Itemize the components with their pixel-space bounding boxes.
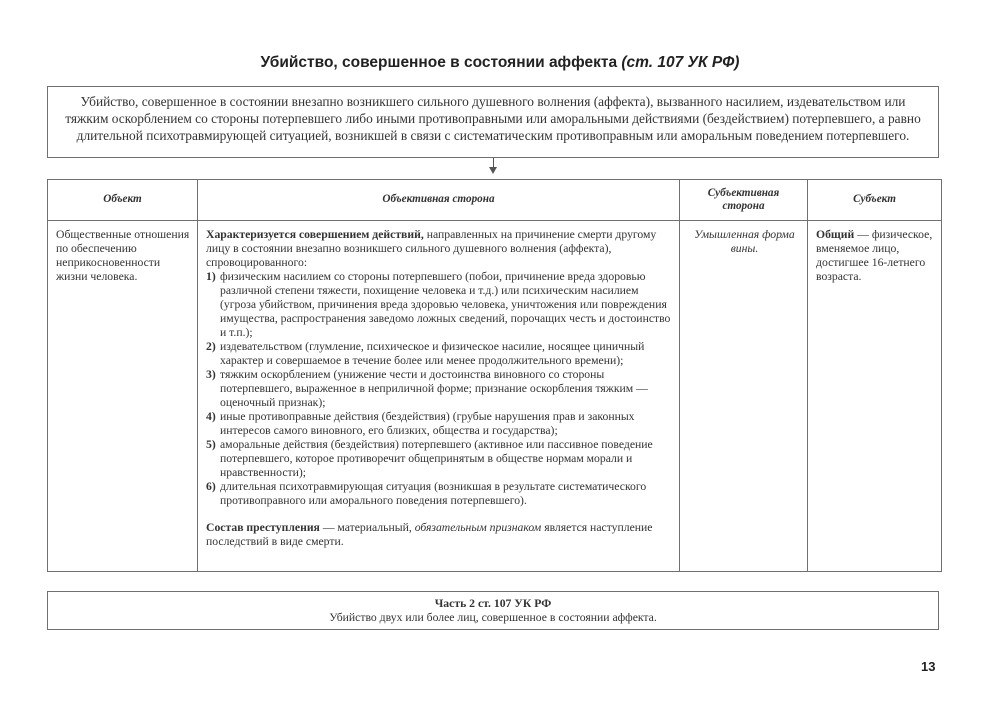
objective-side-cell [198,221,680,572]
table-header-row [48,180,942,221]
list-item-number: 3) [206,368,216,381]
list-item-number: 4) [206,410,216,423]
list-item-number: 1) [206,270,216,283]
title-article-reference: (ст. 107 УК РФ) [621,54,740,71]
object-cell: Общественные отношения по обеспечению неприкосновенности жизни человека. [48,221,198,572]
crime-composition-type: — материальный, [319,521,415,534]
definition-box: Убийство, совершенное в состоянии внезапно возникшего сильного душевного волнения (аффекта), вызванного насилием, издевательством или тяжким оскорблением со стороны потерпевшего либо иными противоправными или аморальными действиями (бездействием) потерпевшего, а равно длительной психотравмирующей ситуацией, возникшей в связи с систематическим противоправным или аморальным поведением потерпевшего. [47,86,939,158]
elements-table [47,179,942,572]
objective-intro-rest: направленных на причинение смерти другому лицу в состоянии внезапно возникшего сильного душевного волнения (аффекта), спровоцированного: [206,228,657,269]
list-item-text: иные противоправные действия (бездействия) (грубые нарушения прав и законных интересов самого виновного, его близких, общества и государства); [220,410,635,437]
list-item-text: тяжким оскорблением (унижение чести и достоинства виновного со стороны потерпевшего, выраженное в неприличной форме; признание оскорбления тяжким — оценочный признак); [220,368,648,409]
table-row [48,221,942,572]
list-item-text: длительная психотравмирующая ситуация (возникшая в результате систематического противоправного или аморального поведения потерпевшего). [220,480,647,507]
subjective-side-cell: Умышленная форма вины. [680,221,808,572]
list-item [206,368,673,410]
subject-cell [808,221,942,572]
down-arrow-icon [489,167,497,174]
header-subject: Субъект [808,180,942,221]
crime-composition-end: является наступление последствий в виде смерти. [206,521,653,548]
list-item-text: аморальные действия (бездействия) потерпевшего (активное или пассивное поведение потерпевшего, которое противоречит общепринятым в обществе нормам морали и нравственности); [220,438,653,479]
spacer [206,508,673,521]
page-number: 13 [921,659,936,674]
crime-composition-italic: обязательным признаком [414,521,542,534]
list-item-number: 2) [206,340,216,353]
list-item [206,340,673,368]
list-item-text: физическим насилием со стороны потерпевшего (побои, причинение вреда здоровью различной степени тяжести, похищение человека и т.д.) или психическим насилием (угроза убийством, причинения вреда здоровью человека, уничтожения или повреждения имущества, распространения заведомо ложных сведений, порочащих честь и достоинство и т.п.); [220,270,671,339]
provocation-list [206,270,673,508]
page-title [0,54,1000,72]
subject-description: — физическое, вменяемое лицо, достигшее 16-летнего возраста. [816,228,933,283]
list-item [206,270,673,340]
list-item-text: издевательством (глумление, психическое и физическое насилие, носящее циничный характер и совершаемое в течение более или менее продолжительного времени); [220,340,645,367]
objective-intro-bold: Характеризуется совершением действий, [206,228,424,241]
list-item [206,480,673,508]
list-item-number: 5) [206,438,216,451]
crime-composition-label: Состав преступления [206,521,320,534]
list-item-number: 6) [206,480,216,493]
crime-composition [206,521,673,549]
list-item [206,410,673,438]
list-item [206,438,673,480]
header-object: Объект [48,180,198,221]
header-objective-side: Объективная сторона [198,180,680,221]
objective-intro [206,228,673,270]
part2-box [47,591,939,630]
header-subjective-side: Субъективная сторона [680,180,808,221]
title-main: Убийство, совершенное в состоянии аффекта [260,54,618,71]
part2-title: Часть 2 ст. 107 УК РФ [434,597,552,610]
subject-type: Общий [816,228,855,241]
part2-text: Убийство двух или более лиц, совершенное в состоянии аффекта. [329,611,657,624]
